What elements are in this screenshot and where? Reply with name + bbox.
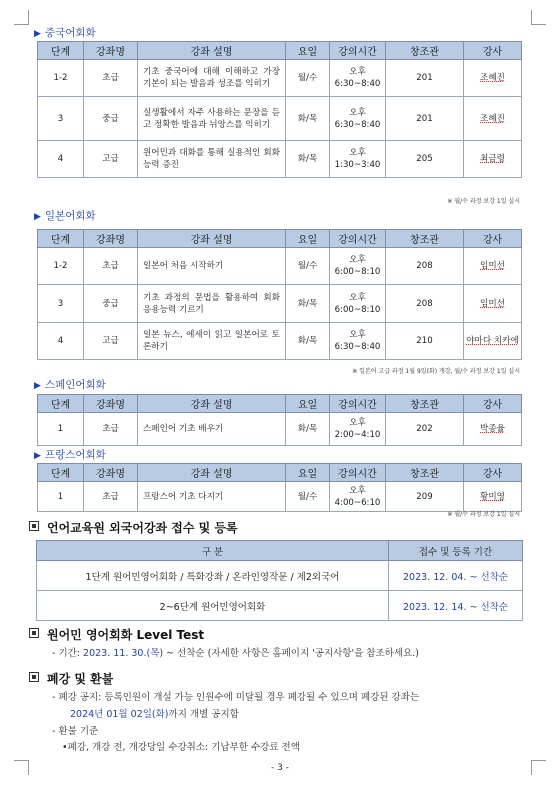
header-room: 창조관 <box>386 230 464 248</box>
triangle-bullet-icon: ▶ <box>34 212 41 222</box>
level-test-period: - 기간: 2023. 11. 30.(목) ~ 선착순 (자세한 사항은 홈페이지 '공지사항'을 참조하세요.) <box>52 648 419 659</box>
table-row <box>38 248 522 285</box>
french-course-table <box>37 463 522 512</box>
course-time-range: 6:30~8:40 <box>334 119 381 130</box>
triangle-bullet-icon: ▶ <box>34 381 41 391</box>
course-day: 월/수 <box>286 482 330 512</box>
course-level: 1 <box>38 413 84 446</box>
triangle-bullet-icon: ▶ <box>34 451 41 461</box>
corner-mark <box>14 10 29 25</box>
page-number: - 3 - <box>271 763 289 773</box>
course-level: 4 <box>38 323 84 360</box>
course-time-period: 오후 <box>349 330 366 340</box>
cancel-notice-line2: 2024년 01월 02일(화)까지 개별 공지함 <box>70 709 239 720</box>
header-level: 단계 <box>38 464 84 482</box>
table-row <box>38 141 522 178</box>
header-course: 강좌명 <box>84 395 138 413</box>
table-row <box>38 285 522 323</box>
reg-label: 1단계 원어민영어회화 / 특화강좌 / 온라인영작문 / 제2외국어 <box>37 561 389 591</box>
header-course: 강좌명 <box>84 42 138 60</box>
course-time-range: 1:30~3:40 <box>334 160 381 170</box>
course-time-period: 오후 <box>349 148 366 158</box>
course-time <box>330 482 386 512</box>
course-teacher: 최금령 <box>464 141 522 178</box>
course-level: 1 <box>38 482 84 512</box>
table-row <box>38 323 522 360</box>
course-description: 일본어 처음 시작하기 <box>138 248 286 285</box>
japanese-note: ※ 일본어 고급 과정 1월 9일(화) 개강, 월/수 과정 보강 1일 실시 <box>352 368 520 375</box>
course-name: 고급 <box>84 323 138 360</box>
header-time: 강의시간 <box>330 395 386 413</box>
cancel-date: 2024년 01월 02일(화) <box>70 709 169 720</box>
header-teacher: 강사 <box>464 230 522 248</box>
reg-header-category: 구 분 <box>37 541 389 561</box>
course-description: 프랑스어 기초 다지기 <box>138 482 286 512</box>
chinese-note: ※ 월/수 과정 보강 1일 실시 <box>447 198 520 205</box>
header-teacher: 강사 <box>464 395 522 413</box>
header-description: 강좌 설명 <box>138 464 286 482</box>
course-time <box>330 413 386 446</box>
course-teacher: 임미선 <box>464 285 522 323</box>
course-teacher: 조혜진 <box>464 97 522 141</box>
header-day: 요일 <box>286 230 330 248</box>
course-description: 기초 과정의 문법을 활용하여 회화 응용능력 기르기 <box>138 285 286 323</box>
header-level: 단계 <box>38 395 84 413</box>
cancel-refund-heading: 폐강 및 환불 <box>29 670 113 687</box>
course-room: 209 <box>386 482 464 512</box>
header-room: 창조관 <box>386 464 464 482</box>
french-note: ※ 월/수 과정 보강 1일 실시 <box>447 511 520 518</box>
course-day: 화/목 <box>286 97 330 141</box>
registration-heading: 언어교육원 외국어강좌 접수 및 등록 <box>29 519 238 536</box>
course-name: 초급 <box>84 413 138 446</box>
table-row <box>38 482 522 512</box>
course-day: 화/목 <box>286 323 330 360</box>
course-description: 원어민과 대화를 통해 실용적인 회화 능력 증진 <box>138 141 286 178</box>
course-day: 월/수 <box>286 60 330 97</box>
spanish-course-table <box>37 394 522 446</box>
course-level: 1-2 <box>38 248 84 285</box>
header-description: 강좌 설명 <box>138 395 286 413</box>
registration-table <box>36 540 523 621</box>
table-row <box>38 60 522 97</box>
course-room: 201 <box>386 97 464 141</box>
course-time <box>330 323 386 360</box>
header-day: 요일 <box>286 395 330 413</box>
course-room: 201 <box>386 60 464 97</box>
course-description: 기초 중국어에 대해 이해하고 가장 기본이 되는 발음과 성조를 익히기 <box>138 60 286 97</box>
course-day: 월/수 <box>286 248 330 285</box>
course-time-period: 오후 <box>349 67 366 77</box>
course-name: 초급 <box>84 482 138 512</box>
square-bullet-icon <box>29 521 39 531</box>
course-description: 스페인어 기초 배우기 <box>138 413 286 446</box>
table-row <box>38 97 522 141</box>
header-time: 강의시간 <box>330 230 386 248</box>
header-time: 강의시간 <box>330 464 386 482</box>
header-time: 강의시간 <box>330 42 386 60</box>
course-day: 화/목 <box>286 285 330 323</box>
course-teacher: 임미선 <box>464 248 522 285</box>
course-time-range: 6:00~8:10 <box>334 267 381 277</box>
chinese-course-table <box>37 41 522 178</box>
header-room: 창조관 <box>386 395 464 413</box>
section-title-japanese: ▶ 일본어회화 <box>34 210 96 222</box>
course-time-range: 6:00~8:10 <box>334 304 381 315</box>
corner-mark <box>531 10 546 25</box>
course-description: 실생활에서 자주 사용하는 문장을 듣고 정확한 발음과 뉘앙스를 익히기 <box>138 97 286 141</box>
reg-date: 2023. 12. 04. ~ 선착순 <box>389 561 523 591</box>
course-time <box>330 60 386 97</box>
course-time-range: 6:30~8:40 <box>334 342 381 352</box>
refund-rule-line: •폐강, 개강 전, 개강당일 수강취소: 기납부한 수강료 전액 <box>62 742 300 753</box>
header-teacher: 강사 <box>464 464 522 482</box>
course-name: 초급 <box>84 60 138 97</box>
course-time <box>330 285 386 323</box>
course-level: 3 <box>38 97 84 141</box>
header-level: 단계 <box>38 42 84 60</box>
course-level: 3 <box>38 285 84 323</box>
header-teacher: 강사 <box>464 42 522 60</box>
reg-header-period: 접수 및 등록 기간 <box>389 541 523 561</box>
course-room: 205 <box>386 141 464 178</box>
course-time <box>330 248 386 285</box>
japanese-course-table <box>37 229 522 360</box>
header-description: 강좌 설명 <box>138 42 286 60</box>
course-time-range: 6:30~8:40 <box>334 79 381 89</box>
course-day: 화/목 <box>286 413 330 446</box>
header-day: 요일 <box>286 464 330 482</box>
course-level: 1-2 <box>38 60 84 97</box>
course-time-period: 오후 <box>349 255 366 265</box>
course-time-period: 오후 <box>349 418 366 428</box>
level-test-heading: 원어민 영어회화 Level Test <box>29 626 204 643</box>
course-name: 중급 <box>84 285 138 323</box>
course-name: 초급 <box>84 248 138 285</box>
course-description: 일본 뉴스, 에세이 읽고 일본어로 토론하기 <box>138 323 286 360</box>
section-title-french: ▶ 프랑스어회화 <box>34 449 106 461</box>
square-bullet-icon <box>29 672 39 682</box>
course-day: 화/목 <box>286 141 330 178</box>
course-time-range: 2:00~4:10 <box>334 430 381 440</box>
level-test-date: 2023. 11. 30.(목) <box>83 648 164 659</box>
refund-heading-line: - 환불 기준 <box>52 726 99 737</box>
header-room: 창조관 <box>386 42 464 60</box>
course-name: 중급 <box>84 97 138 141</box>
course-teacher: 야마다 치카에 <box>464 323 522 360</box>
header-level: 단계 <box>38 230 84 248</box>
table-row <box>37 591 523 621</box>
course-level: 4 <box>38 141 84 178</box>
header-course: 강좌명 <box>84 230 138 248</box>
course-teacher: 박종율 <box>464 413 522 446</box>
course-time-period: 오후 <box>349 292 366 303</box>
course-room: 208 <box>386 248 464 285</box>
reg-date: 2023. 12. 14. ~ 선착순 <box>389 591 523 621</box>
course-time-period: 오후 <box>349 107 366 118</box>
square-bullet-icon <box>29 628 39 638</box>
header-description: 강좌 설명 <box>138 230 286 248</box>
table-row <box>38 413 522 446</box>
triangle-bullet-icon: ▶ <box>34 29 41 39</box>
section-title-chinese: ▶ 중국어회화 <box>34 27 96 39</box>
table-row <box>37 561 523 591</box>
course-room: 208 <box>386 285 464 323</box>
course-time-period: 오후 <box>349 485 366 496</box>
course-time <box>330 141 386 178</box>
section-title-spanish: ▶ 스페인어회화 <box>34 379 106 391</box>
course-teacher: 조혜진 <box>464 60 522 97</box>
course-room: 202 <box>386 413 464 446</box>
course-room: 210 <box>386 323 464 360</box>
course-time-range: 4:00~6:10 <box>334 497 381 508</box>
course-name: 고급 <box>84 141 138 178</box>
course-teacher: 황미영 <box>464 482 522 512</box>
reg-label: 2~6단계 원어민영어회화 <box>37 591 389 621</box>
header-day: 요일 <box>286 42 330 60</box>
course-time <box>330 97 386 141</box>
header-course: 강좌명 <box>84 464 138 482</box>
cancel-notice-line1: - 폐강 공지: 등록인원이 개설 가능 인원수에 미달될 경우 폐강될 수 있으며 폐강된 강좌는 <box>52 692 420 703</box>
